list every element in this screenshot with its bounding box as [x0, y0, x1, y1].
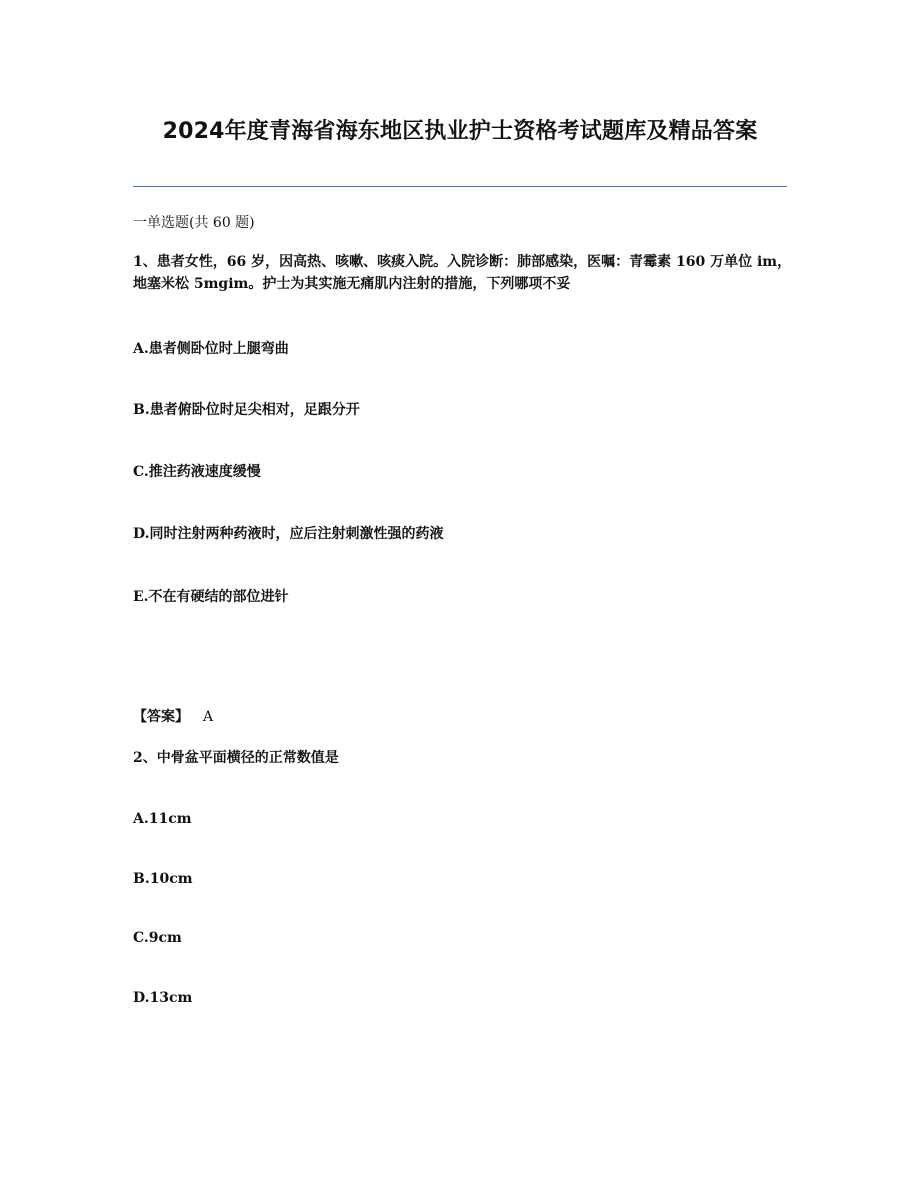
question-2-stem: 2、中骨盆平面横径的正常数值是: [133, 750, 339, 766]
question-1-option-b: B.患者俯卧位时足尖相对，足跟分开: [133, 402, 360, 418]
question-1-answer: [133, 707, 793, 727]
question-1-option-a: A.患者侧卧位时上腿弯曲: [133, 341, 289, 357]
question-1-option-c: C.推注药液速度缓慢: [133, 464, 261, 480]
question-2-option-b: B.10cm: [133, 871, 193, 887]
question-2-option-c: C.9cm: [133, 930, 182, 946]
page-title: 2024年度青海省海东地区执业护士资格考试题库及精品答案: [162, 119, 758, 144]
question-1-option-d: D.同时注射两种药液时，应后注射刺激性强的药液: [133, 526, 444, 542]
question-2-option-d: D.13cm: [133, 990, 193, 1006]
question-1-stem: 1、患者女性，66 岁，因高热、咳嗽、咳痰入院。入院诊断：肺部感染，医嘱：青霉素 160 万单位 im，地塞米松 5mgim。护士为其实施无痛肌内注射的措施，下列哪项不妥: [133, 254, 792, 292]
section-label: 一单选题(共 60 题): [133, 215, 255, 231]
answer-label: 【答案】: [133, 709, 189, 725]
question-2-option-a: A.11cm: [133, 811, 192, 827]
title-divider: [133, 186, 787, 187]
question-1-option-e: E.不在有硬结的部位进针: [133, 589, 289, 605]
answer-value: A: [203, 709, 214, 725]
